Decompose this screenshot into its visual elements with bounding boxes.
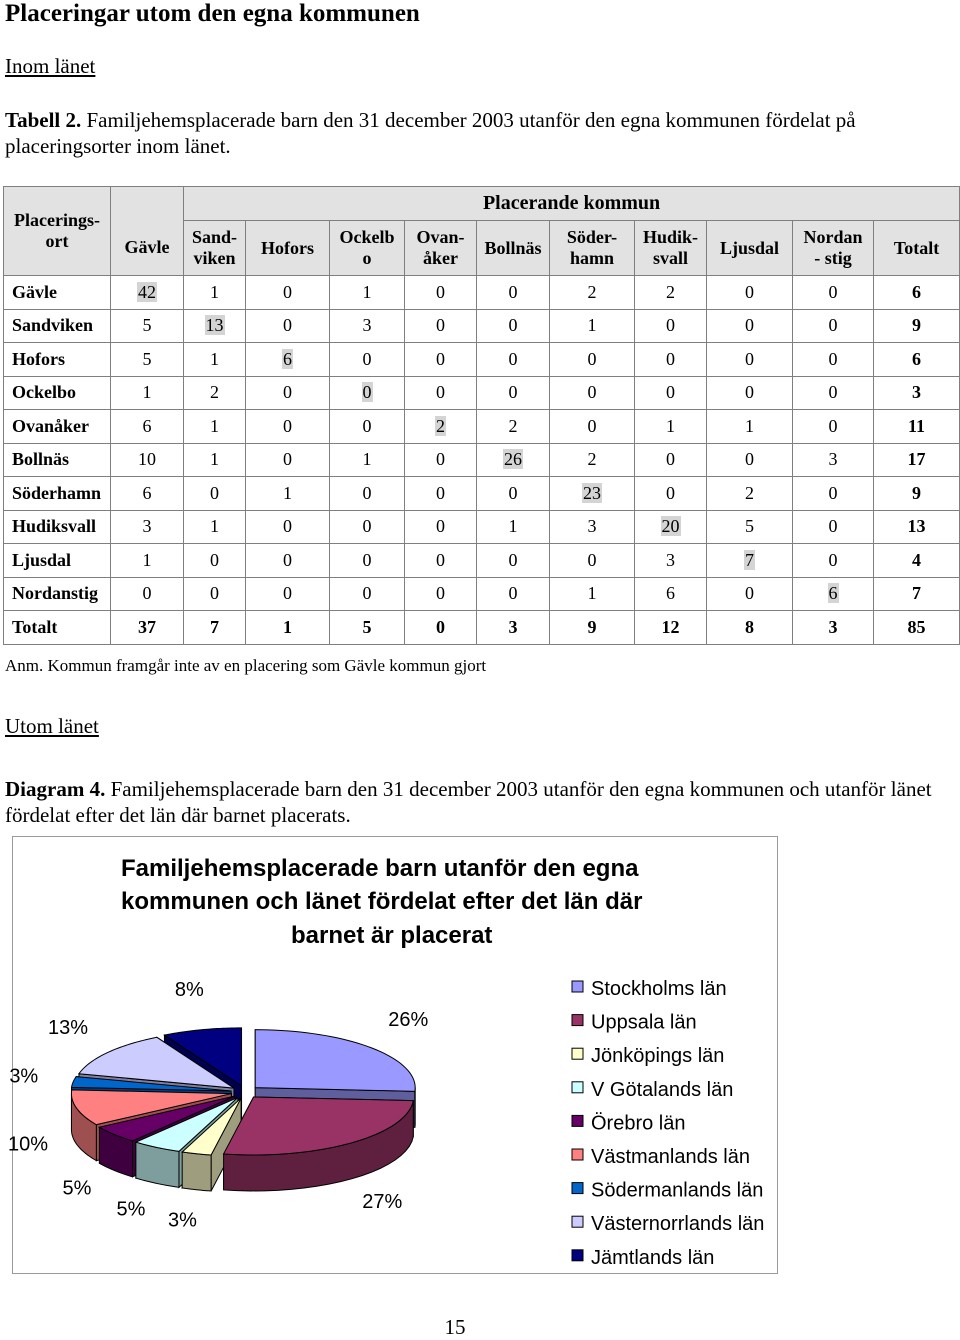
row-label: Nordanstig xyxy=(4,577,111,611)
pie-data-label: 5% xyxy=(63,1177,92,1199)
pie-data-label: 27% xyxy=(362,1191,402,1213)
table-cell: 0 xyxy=(246,376,330,410)
table-cell: 1 xyxy=(184,443,246,477)
table-cell: 3 xyxy=(793,611,874,645)
diagonal-value: 6 xyxy=(828,583,839,603)
table-cell: 0 xyxy=(635,477,707,511)
table-cell: 0 xyxy=(184,477,246,511)
row-label: Totalt xyxy=(4,611,111,645)
table-cell: 37 xyxy=(111,611,184,645)
diagonal-value: 7 xyxy=(744,550,755,570)
table-cell: 1 xyxy=(111,544,184,578)
table-cell: 0 xyxy=(405,443,477,477)
page-number: 15 xyxy=(0,1315,910,1340)
table-row xyxy=(4,544,960,578)
legend-swatch xyxy=(572,981,583,992)
table-cell: 0 xyxy=(246,544,330,578)
group-header: Placerande kommun xyxy=(184,187,960,221)
table-cell: 1 xyxy=(330,276,405,310)
row-label: Hofors xyxy=(4,343,111,377)
diagram-caption-text: Familjehemsplacerade barn den 31 december 2003 utanför den egna kommunen och utanför länet fördelat efter det län där barnet placerats. xyxy=(5,777,932,827)
column-header-text: Söder- xyxy=(567,227,617,247)
column-header-text: Ljusdal xyxy=(720,238,779,258)
table-cell: 0 xyxy=(793,376,874,410)
row-total: 6 xyxy=(874,343,960,377)
column-header-text: o xyxy=(363,248,372,268)
diagonal-value: 42 xyxy=(137,282,157,302)
row-label: Söderhamn xyxy=(4,477,111,511)
table-cell: 1 xyxy=(184,343,246,377)
column-header xyxy=(635,221,707,276)
table-cell: 0 xyxy=(550,376,635,410)
diagonal-value: 0 xyxy=(362,382,373,402)
table-row xyxy=(4,376,960,410)
table-cell: 0 xyxy=(330,477,405,511)
legend-label: Örebro län xyxy=(591,1112,686,1134)
table-cell: 1 xyxy=(550,309,635,343)
table-cell: 0 xyxy=(793,343,874,377)
table-cell: 1 xyxy=(246,477,330,511)
row-label: Gävle xyxy=(4,276,111,310)
table-cell: 1 xyxy=(246,611,330,645)
table-row xyxy=(4,309,960,343)
table-cell: 0 xyxy=(707,443,793,477)
row-label: Ovanåker xyxy=(4,410,111,444)
legend-swatch xyxy=(572,1048,583,1059)
column-header xyxy=(550,221,635,276)
table-cell: 0 xyxy=(550,343,635,377)
table-cell: 2 xyxy=(550,276,635,310)
row-total: 9 xyxy=(874,309,960,343)
table-cell: 1 xyxy=(184,510,246,544)
table-cell: 6 xyxy=(111,477,184,511)
legend-swatch xyxy=(572,1115,583,1126)
pie-chart xyxy=(12,836,778,1274)
table-cell: 0 xyxy=(707,577,793,611)
table-cell: 0 xyxy=(405,376,477,410)
table-cell: 0 xyxy=(635,376,707,410)
table-cell: 0 xyxy=(793,276,874,310)
table-row xyxy=(4,343,960,377)
legend-label: Jämtlands län xyxy=(591,1247,714,1269)
diagonal-value: 2 xyxy=(435,416,446,436)
row-header-text: Placerings- xyxy=(14,210,100,230)
table-cell: 0 xyxy=(477,577,550,611)
row-total: 85 xyxy=(874,611,960,645)
table-cell: 0 xyxy=(477,376,550,410)
row-total: 9 xyxy=(874,477,960,511)
table-cell: 1 xyxy=(330,443,405,477)
table-cell: 5 xyxy=(707,510,793,544)
table-cell: 0 xyxy=(184,577,246,611)
column-header-text: viken xyxy=(193,248,235,268)
row-total: 17 xyxy=(874,443,960,477)
column-header xyxy=(246,221,330,276)
table-cell: 0 xyxy=(707,376,793,410)
table-cell xyxy=(330,376,405,410)
table-cell: 8 xyxy=(707,611,793,645)
legend-swatch xyxy=(572,1015,583,1026)
legend-label: Södermanlands län xyxy=(591,1180,763,1202)
column-header-text: svall xyxy=(653,248,688,268)
table-cell: 0 xyxy=(793,309,874,343)
column-header-text: Hofors xyxy=(261,238,314,258)
column-header-text: Bollnäs xyxy=(484,238,541,258)
table-cell: 5 xyxy=(330,611,405,645)
legend-swatch xyxy=(572,1183,583,1194)
section-heading-utom: Utom länet xyxy=(5,714,99,739)
table-caption-label: Tabell 2. xyxy=(5,108,81,132)
table-cell: 0 xyxy=(246,443,330,477)
table-cell: 1 xyxy=(184,410,246,444)
table-cell: 0 xyxy=(477,276,550,310)
table-cell: 6 xyxy=(111,410,184,444)
table-row xyxy=(4,443,960,477)
table-cell: 0 xyxy=(707,276,793,310)
pie-data-label: 5% xyxy=(117,1199,146,1221)
table-cell: 1 xyxy=(111,376,184,410)
table-cell: 0 xyxy=(793,410,874,444)
table-cell: 1 xyxy=(707,410,793,444)
legend-label: Västmanlands län xyxy=(591,1146,750,1168)
column-header-text: - stig xyxy=(814,248,852,268)
table-cell: 0 xyxy=(405,477,477,511)
row-total: 4 xyxy=(874,544,960,578)
row-total: 7 xyxy=(874,577,960,611)
table-cell xyxy=(184,309,246,343)
table-cell: 0 xyxy=(405,343,477,377)
column-header-text: Gävle xyxy=(125,237,170,257)
diagram-caption-label: Diagram 4. xyxy=(5,777,105,801)
column-header xyxy=(707,221,793,276)
pie-data-label: 3% xyxy=(168,1209,197,1231)
total-row xyxy=(4,611,960,645)
table-cell: 6 xyxy=(635,577,707,611)
table-cell: 3 xyxy=(477,611,550,645)
table-cell xyxy=(635,510,707,544)
pie-data-label: 26% xyxy=(388,1009,428,1031)
chart-title-line: Familjehemsplacerade barn utanför den egna xyxy=(121,855,639,882)
section-heading-inom: Inom länet xyxy=(5,54,95,79)
legend-label: Jönköpings län xyxy=(591,1045,724,1067)
chart-title-line: kommunen och länet fördelat efter det län där xyxy=(121,888,642,915)
column-header xyxy=(111,221,184,276)
column-header-text: åker xyxy=(423,248,458,268)
table-cell: 10 xyxy=(111,443,184,477)
column-header xyxy=(184,221,246,276)
table-cell: 0 xyxy=(246,410,330,444)
table-cell: 0 xyxy=(246,577,330,611)
row-header-text: ort xyxy=(46,231,69,251)
table-cell: 0 xyxy=(477,477,550,511)
pie-data-label: 8% xyxy=(175,979,204,1001)
table-cell: 1 xyxy=(635,410,707,444)
table-cell: 0 xyxy=(330,343,405,377)
diagonal-value: 6 xyxy=(282,349,293,369)
legend-swatch xyxy=(572,1250,583,1261)
column-header xyxy=(477,221,550,276)
table-cell: 0 xyxy=(330,410,405,444)
table-cell: 0 xyxy=(405,510,477,544)
table-cell: 1 xyxy=(184,276,246,310)
table-cell: 0 xyxy=(793,544,874,578)
table-cell: 0 xyxy=(246,276,330,310)
table-cell xyxy=(246,343,330,377)
row-total: 6 xyxy=(874,276,960,310)
table-cell xyxy=(707,544,793,578)
column-header xyxy=(330,221,405,276)
placement-table xyxy=(3,186,959,645)
row-label: Ockelbo xyxy=(4,376,111,410)
table-caption xyxy=(5,107,955,159)
column-header-text: Ockelb xyxy=(339,227,394,247)
row-label: Hudiksvall xyxy=(4,510,111,544)
table-cell: 0 xyxy=(477,343,550,377)
table-cell xyxy=(111,276,184,310)
diagram-caption xyxy=(5,776,955,828)
diagonal-value: 26 xyxy=(503,449,523,469)
diagonal-value: 13 xyxy=(205,315,225,335)
table-cell xyxy=(405,410,477,444)
table-cell: 2 xyxy=(707,477,793,511)
table-cell: 2 xyxy=(477,410,550,444)
table-cell: 0 xyxy=(330,544,405,578)
row-label: Sandviken xyxy=(4,309,111,343)
table-cell: 2 xyxy=(184,376,246,410)
table-cell: 0 xyxy=(635,343,707,377)
pie-data-label: 13% xyxy=(48,1017,88,1039)
table-row xyxy=(4,276,960,310)
table-cell: 0 xyxy=(330,577,405,611)
pie-slice xyxy=(255,1030,415,1092)
table-cell: 3 xyxy=(635,544,707,578)
table-cell xyxy=(550,477,635,511)
diagonal-value: 20 xyxy=(661,516,681,536)
table-cell: 3 xyxy=(550,510,635,544)
table-cell: 12 xyxy=(635,611,707,645)
legend-swatch xyxy=(572,1082,583,1093)
page-heading: Placeringar utom den egna kommunen xyxy=(5,0,420,28)
table-cell: 0 xyxy=(477,544,550,578)
table-cell: 0 xyxy=(184,544,246,578)
column-header-text: Nordan xyxy=(803,227,862,247)
row-total: 13 xyxy=(874,510,960,544)
table-cell: 5 xyxy=(111,343,184,377)
legend-label: V Götalands län xyxy=(591,1079,733,1101)
table-row xyxy=(4,477,960,511)
table-cell: 1 xyxy=(477,510,550,544)
chart-title-line: barnet är placerat xyxy=(291,922,492,949)
table-note: Anm. Kommun framgår inte av en placering som Gävle kommun gjort xyxy=(5,656,486,676)
table-cell: 0 xyxy=(635,443,707,477)
row-total: 11 xyxy=(874,410,960,444)
table-cell: 0 xyxy=(330,510,405,544)
legend-label: Stockholms län xyxy=(591,978,727,1000)
table-cell: 0 xyxy=(246,309,330,343)
table-row xyxy=(4,577,960,611)
table-caption-text: Familjehemsplacerade barn den 31 december 2003 utanför den egna kommunen fördelat på placeringsorter inom länet. xyxy=(5,108,856,158)
table-cell: 0 xyxy=(477,309,550,343)
table-cell: 2 xyxy=(550,443,635,477)
table-cell: 3 xyxy=(793,443,874,477)
column-header-text: hamn xyxy=(570,248,614,268)
table-cell: 0 xyxy=(405,276,477,310)
row-header xyxy=(4,187,111,276)
table-cell: 5 xyxy=(111,309,184,343)
legend-label: Uppsala län xyxy=(591,1012,697,1034)
row-label: Bollnäs xyxy=(4,443,111,477)
table-cell: 0 xyxy=(707,343,793,377)
table-cell: 2 xyxy=(635,276,707,310)
column-header-text: Ovan- xyxy=(416,227,464,247)
table-cell: 1 xyxy=(550,577,635,611)
table-cell xyxy=(477,443,550,477)
table-cell: 0 xyxy=(246,510,330,544)
table-cell: 0 xyxy=(405,577,477,611)
table-row xyxy=(4,510,960,544)
table-cell: 0 xyxy=(707,309,793,343)
column-header-text: Sand- xyxy=(192,227,237,247)
table-cell: 0 xyxy=(550,544,635,578)
table-cell: 0 xyxy=(405,544,477,578)
legend-swatch xyxy=(572,1149,583,1160)
column-header-text: Hudik- xyxy=(643,227,698,247)
pie-chart-svg xyxy=(13,837,777,1273)
row-label: Ljusdal xyxy=(4,544,111,578)
table-cell: 0 xyxy=(635,309,707,343)
table-cell: 0 xyxy=(405,309,477,343)
table-cell: 3 xyxy=(111,510,184,544)
row-total: 3 xyxy=(874,376,960,410)
table-cell: 0 xyxy=(405,611,477,645)
pie-slice-side xyxy=(182,1152,211,1191)
column-header xyxy=(405,221,477,276)
table-cell xyxy=(793,577,874,611)
total-column-header xyxy=(874,221,960,276)
table-cell: 0 xyxy=(111,577,184,611)
table-cell: 0 xyxy=(793,477,874,511)
pie-data-label: 10% xyxy=(8,1134,48,1156)
diagonal-value: 23 xyxy=(582,483,602,503)
table-cell: 7 xyxy=(184,611,246,645)
legend-swatch xyxy=(572,1216,583,1227)
column-header xyxy=(793,221,874,276)
table-cell: 9 xyxy=(550,611,635,645)
table-cell: 0 xyxy=(550,410,635,444)
table-cell: 3 xyxy=(330,309,405,343)
pie-data-label: 3% xyxy=(9,1065,38,1087)
table-cell: 0 xyxy=(793,510,874,544)
total-column-header-text: Totalt xyxy=(894,238,939,258)
legend-label: Västernorrlands län xyxy=(591,1213,764,1235)
table-row xyxy=(4,410,960,444)
